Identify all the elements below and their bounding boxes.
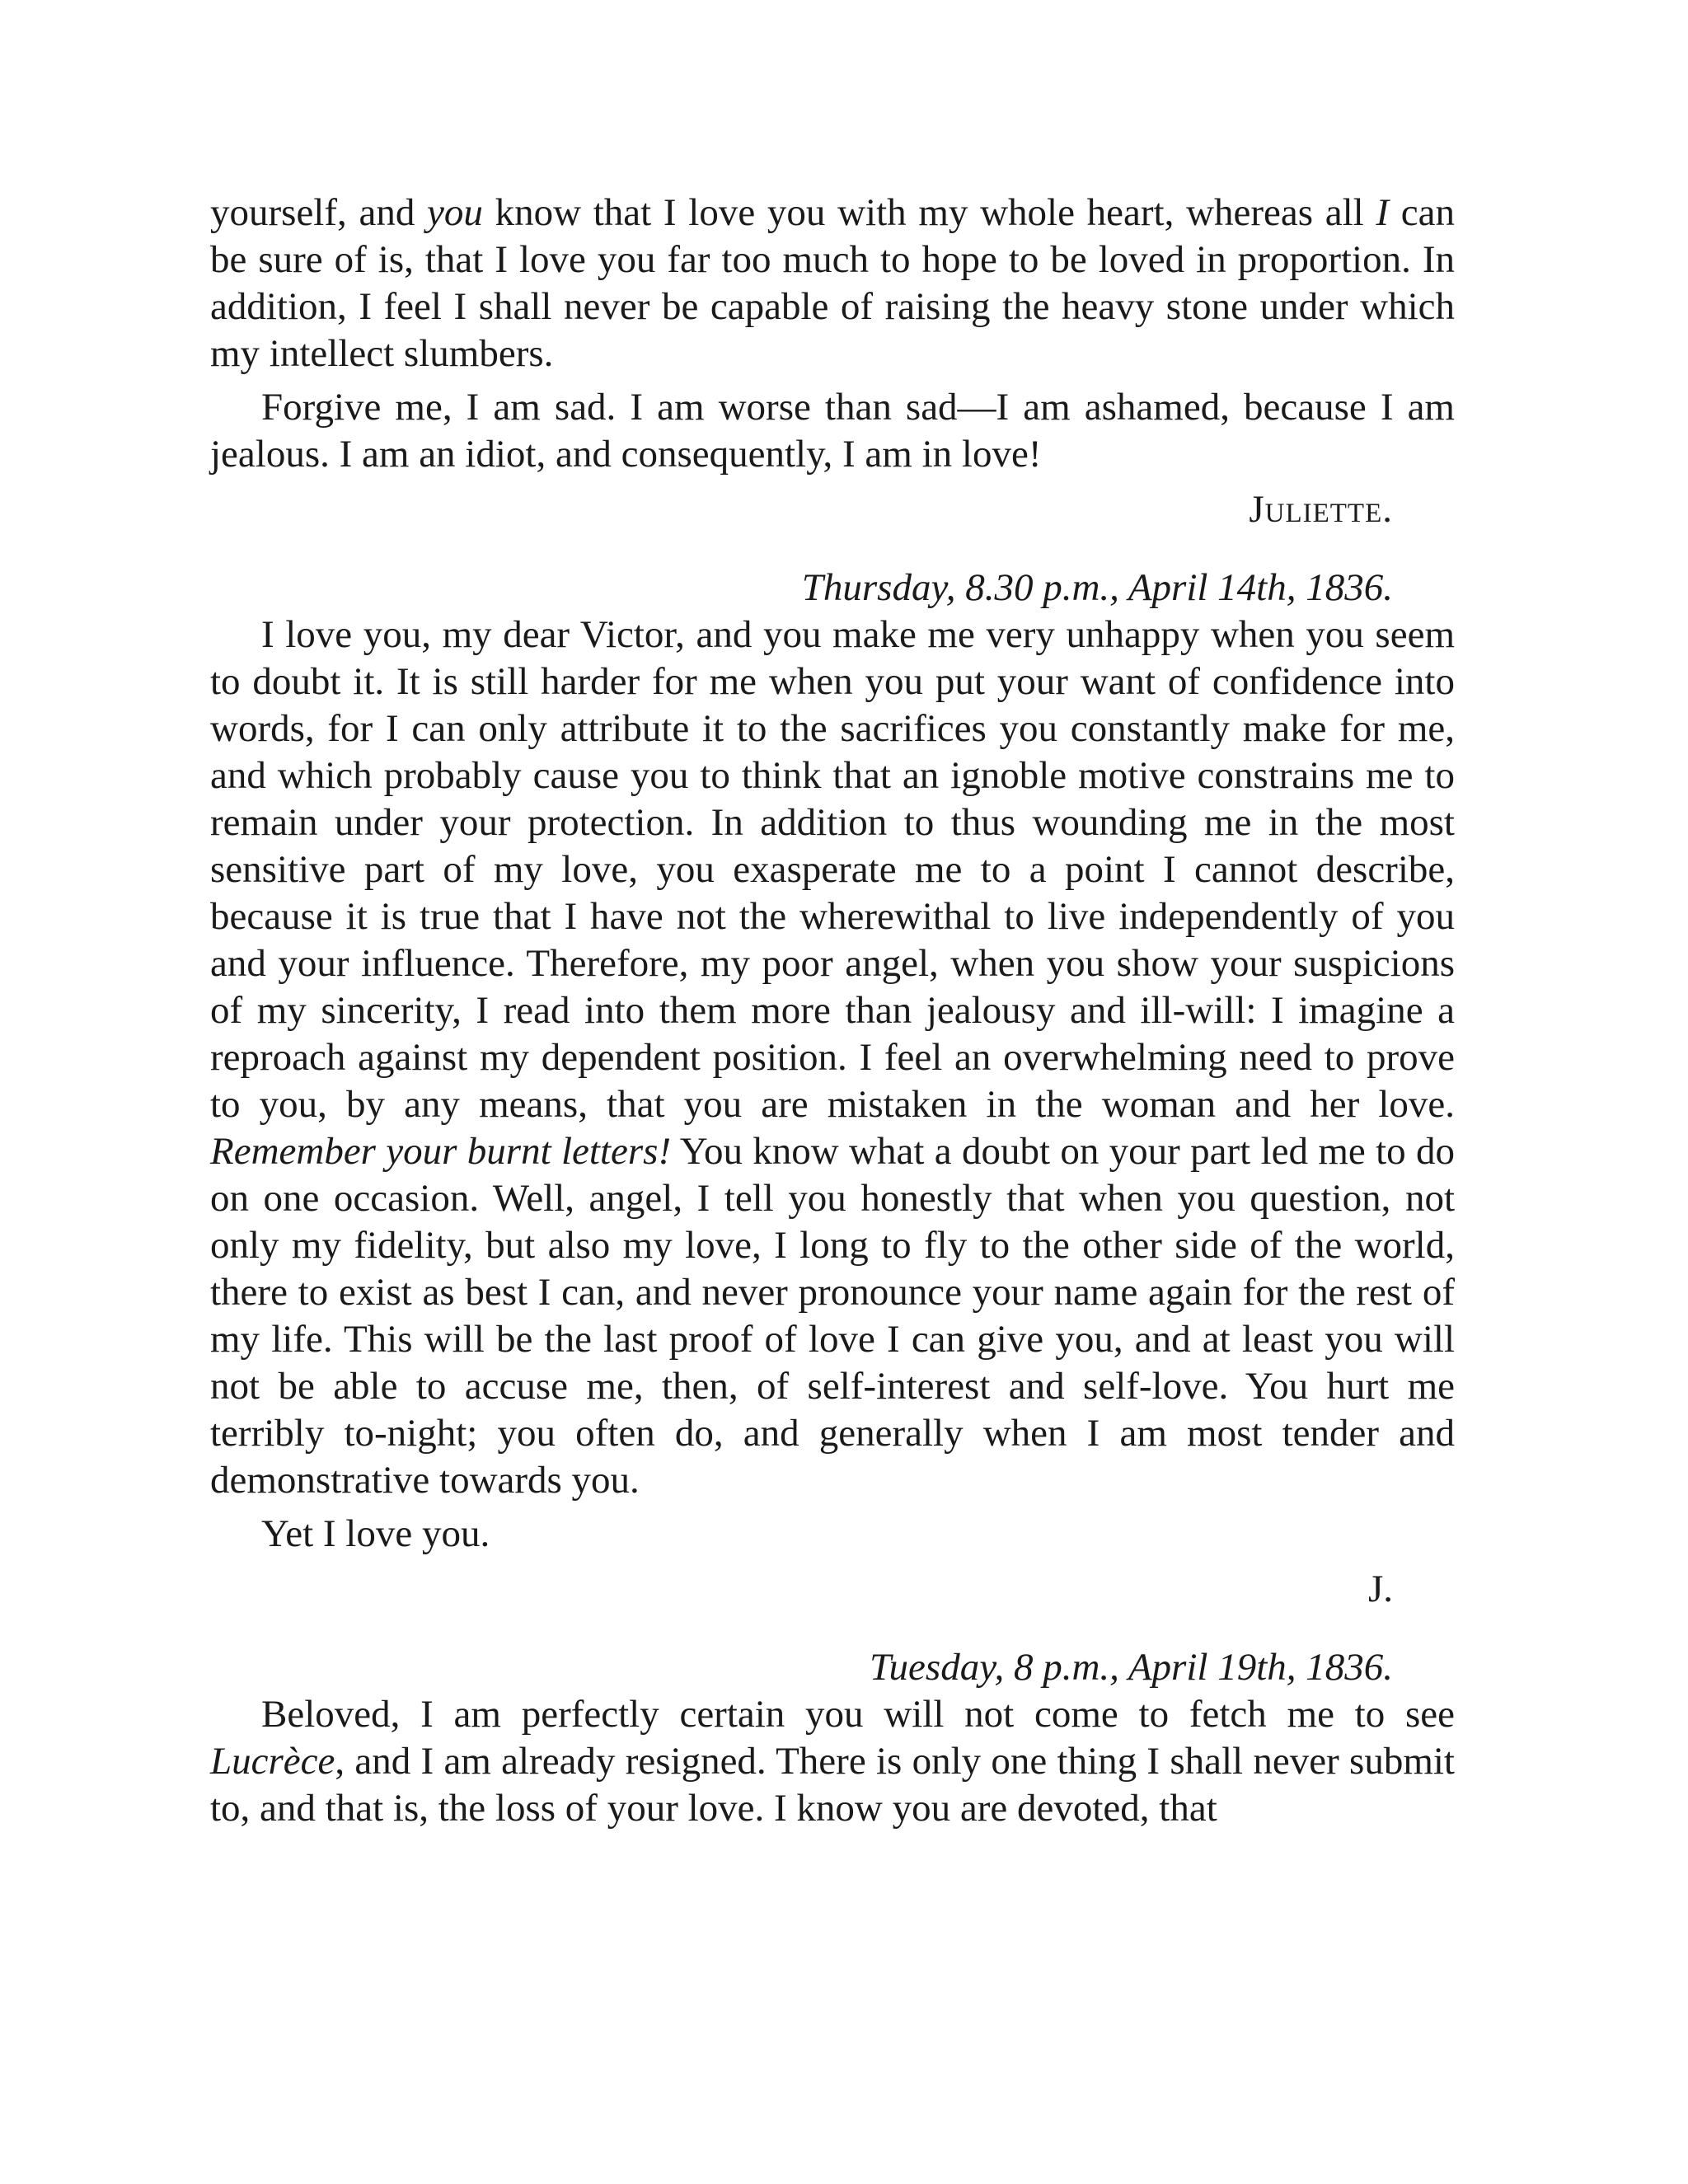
letter2-signature: J.: [1367, 1568, 1393, 1610]
text-run: You know what a doubt on your part led me to do on one occasion. Well, angel, I tell you honestly that when you question, not only my fidelity, but also my love, I long to fly to the other side of the world, there to exist as best I can, and never pronounce your name again for the rest of my life. This will be the last proof of love I can give you, and at least you will not be able to accuse me, then, of self-interest and self-love. You hurt me terribly to-night; you often do, and generally when I am most tender and demonstrative towards you.: [210, 1130, 1455, 1502]
italic-emphasis: I: [1376, 191, 1390, 234]
italic-emphasis: Remember your burnt letters!: [210, 1130, 672, 1173]
italic-emphasis: you: [427, 191, 483, 234]
text-run: Beloved, I am perfectly certain you will not come to fetch me to see: [261, 1693, 1455, 1736]
letter2-paragraph-1: [210, 612, 1455, 1504]
letter3-paragraph-1: [210, 1691, 1455, 1832]
letter3-dateline: Tuesday, 8 p.m., April 19th, 1836.: [870, 1646, 1393, 1689]
letter2-dateline: Thursday, 8.30 p.m., April 14th, 1836.: [801, 566, 1393, 609]
text-run: , and I am already resigned. There is only one thing I shall never submit to, and that is, the loss of your love. I know you are devoted, that: [210, 1740, 1455, 1830]
text-run: I love you, my dear Victor, and you make me very unhappy when you seem to doubt it. It is still harder for me when you put your want of confidence into words, for I can only attribute it to the sacrifices you constantly make for me, and which probably cause you to think that an ignoble motive constrains me to remain under your protection. In addition to thus wounding me in the most sensitive part of my love, you exasperate me to a point I cannot describe, because it is true that I have not the wherewithal to live independently of you and your influence. Therefore, my poor angel, when you show your suspicions of my sincerity, I read into them more than jealousy and ill-will: I imagine a reproach against my dependent position. I feel an overwhelming need to prove to you, by any means, that you are mistaken in the woman and her love.: [210, 613, 1455, 1126]
text-run: yourself, and: [210, 191, 428, 234]
letter1-paragraph-2: Forgive me, I am sad. I am worse than sad—I am ashamed, because I am jealous. I am an idiot, and consequently, I am in love!: [210, 386, 1455, 476]
page-content: [210, 190, 1455, 1832]
letter2-paragraph-2: Yet I love you.: [261, 1512, 490, 1555]
text-run: can be sure of is, that I love you far too much to hope to be loved in proportion. In addition, I feel I shall never be capable of raising the heavy stone under which my intellect slumbers.: [210, 191, 1456, 375]
letter1-signature: Juliette.: [1249, 488, 1393, 531]
italic-title: Lucrèce: [210, 1740, 335, 1783]
text-run: know that I love you with my whole heart, whereas all: [482, 191, 1376, 234]
letter1-paragraph-1: [210, 190, 1455, 377]
